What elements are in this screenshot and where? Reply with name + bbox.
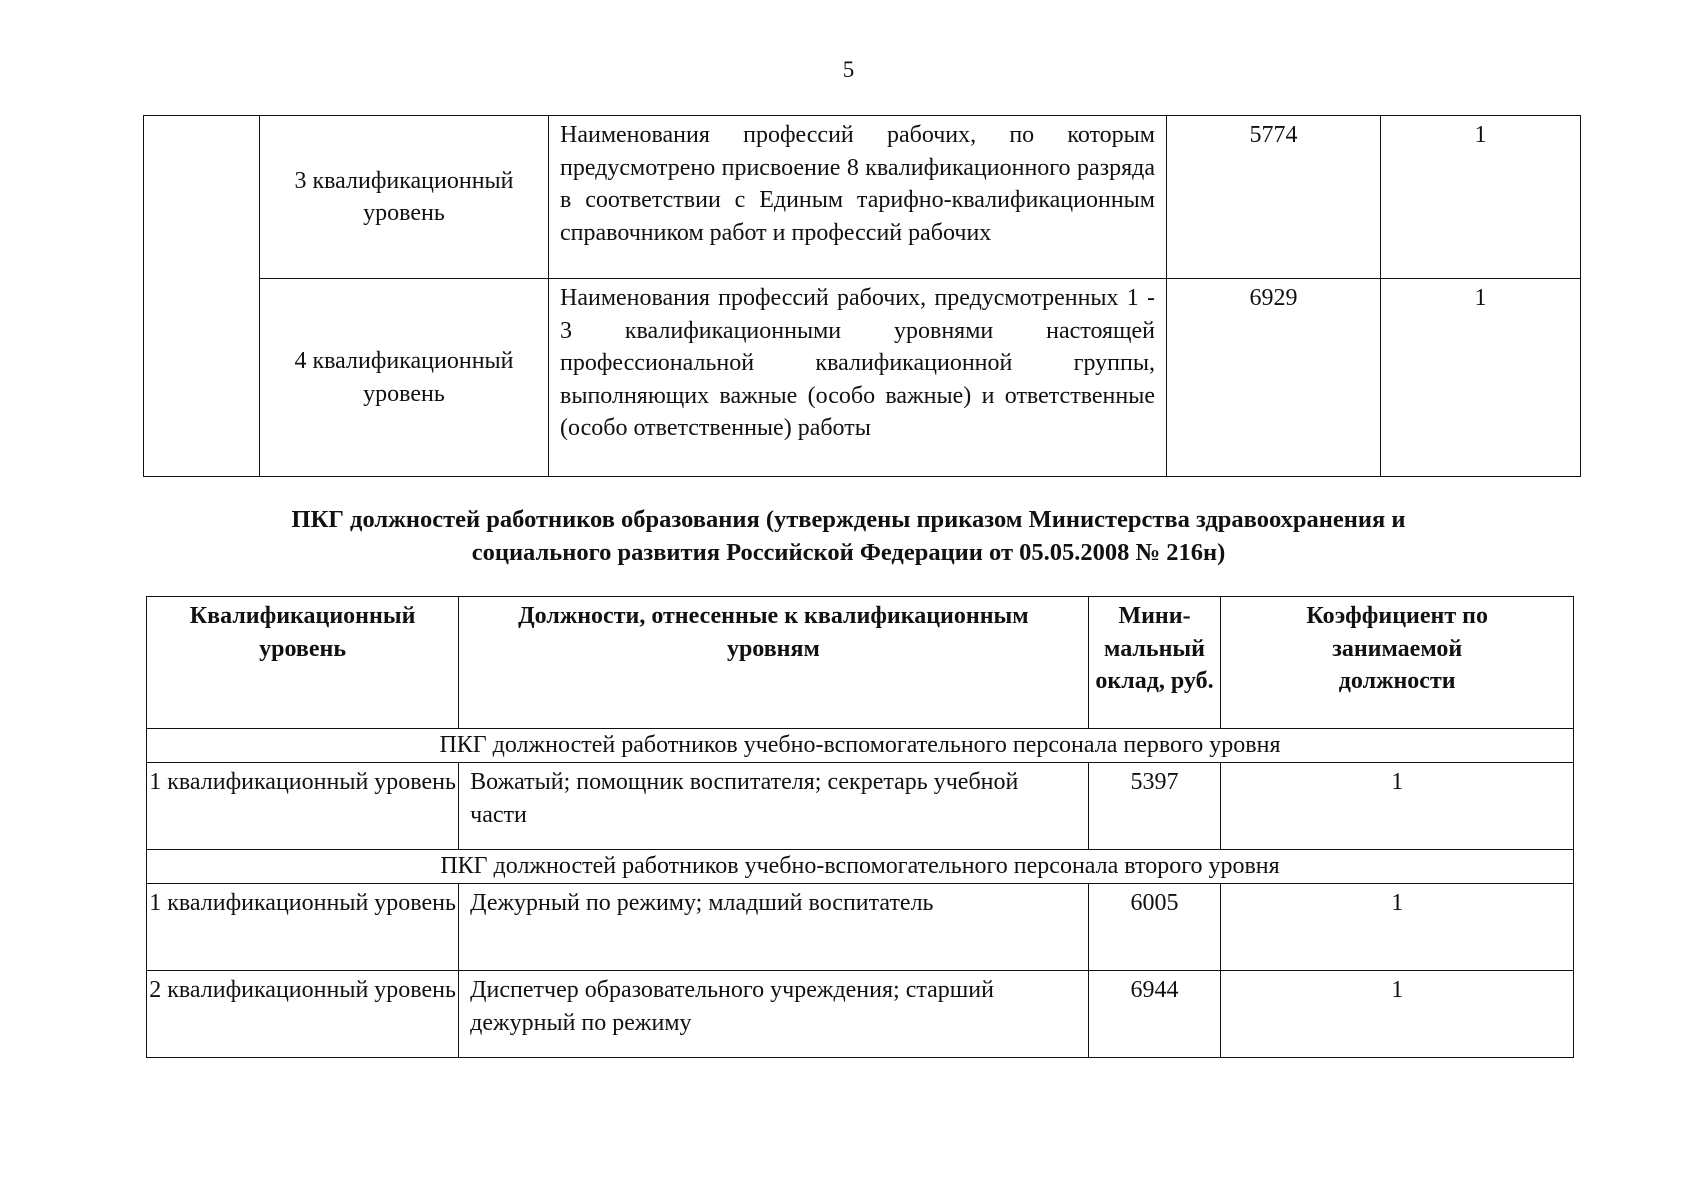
group-header-row (147, 729, 1574, 763)
section-title-line-2: социального развития Российской Федерации от 05.05.2008 № 216н) (471, 538, 1226, 566)
coefficient-cell: 1 (1221, 763, 1574, 850)
qualification-level-cell: 1 квалификационный уровень (147, 763, 459, 850)
table-row (144, 116, 1581, 279)
qualification-level-cell: 2 квалификационный уровень (147, 971, 459, 1058)
group-header-row (147, 850, 1574, 884)
group-name-cell (144, 116, 260, 477)
coefficient-cell: 1 (1221, 971, 1574, 1058)
positions-cell: Дежурный по режиму; младший воспитатель (459, 884, 1088, 971)
positions-cell: Диспетчер образовательного учреждения; старший дежурный по режиму (459, 971, 1088, 1058)
header-coefficient: Коэффициент по занимаемой должности (1221, 597, 1574, 729)
coefficient-cell: 1 (1381, 279, 1581, 477)
continued-table (143, 115, 1581, 477)
education-table (146, 596, 1574, 1058)
salary-cell: 5774 (1167, 116, 1381, 279)
header-row (147, 597, 1574, 729)
qualification-level-cell: 1 квалификационный уровень (147, 884, 459, 971)
salary-cell: 6944 (1088, 971, 1221, 1058)
positions-cell: Вожатый; помощник воспитателя; секретарь учебной части (459, 763, 1088, 850)
qualification-level-cell: 3 квалификационный уровень (260, 116, 549, 279)
section-title (160, 504, 1537, 569)
positions-cell: Наименования профессий рабочих, предусмотренных 1 - 3 квалификационными уровнями настоящей профессиональной квалификационной группы, выполняющих важные (особо важные) и ответственные (особо ответственные) работы (549, 279, 1167, 477)
page-number: 5 (842, 57, 855, 82)
table-row (147, 763, 1574, 850)
salary-cell: 6005 (1088, 884, 1221, 971)
positions-cell: Наименования профессий рабочих, по которым предусмотрено присвоение 8 квалификационного разряда в соответствии с Единым тарифно-квалификационным справочником работ и профессий рабочих (549, 116, 1167, 279)
header-level: Квалификационный уровень (147, 597, 459, 729)
table-row (147, 884, 1574, 971)
header-positions: Должности, отнесенные к квалификационным уровням (459, 597, 1088, 729)
coefficient-cell: 1 (1381, 116, 1581, 279)
coefficient-cell: 1 (1221, 884, 1574, 971)
header-salary: Мини-мальный оклад, руб. (1088, 597, 1221, 729)
salary-cell: 6929 (1167, 279, 1381, 477)
group-title: ПКГ должностей работников учебно-вспомогательного персонала первого уровня (147, 729, 1574, 763)
table-row (147, 971, 1574, 1058)
salary-cell: 5397 (1088, 763, 1221, 850)
group-title: ПКГ должностей работников учебно-вспомогательного персонала второго уровня (147, 850, 1574, 884)
table-row (144, 279, 1581, 477)
qualification-level-cell: 4 квалификационный уровень (260, 279, 549, 477)
section-title-line-1: ПКГ должностей работников образования (утверждены приказом Министерства здравоохранения и (291, 506, 1406, 533)
